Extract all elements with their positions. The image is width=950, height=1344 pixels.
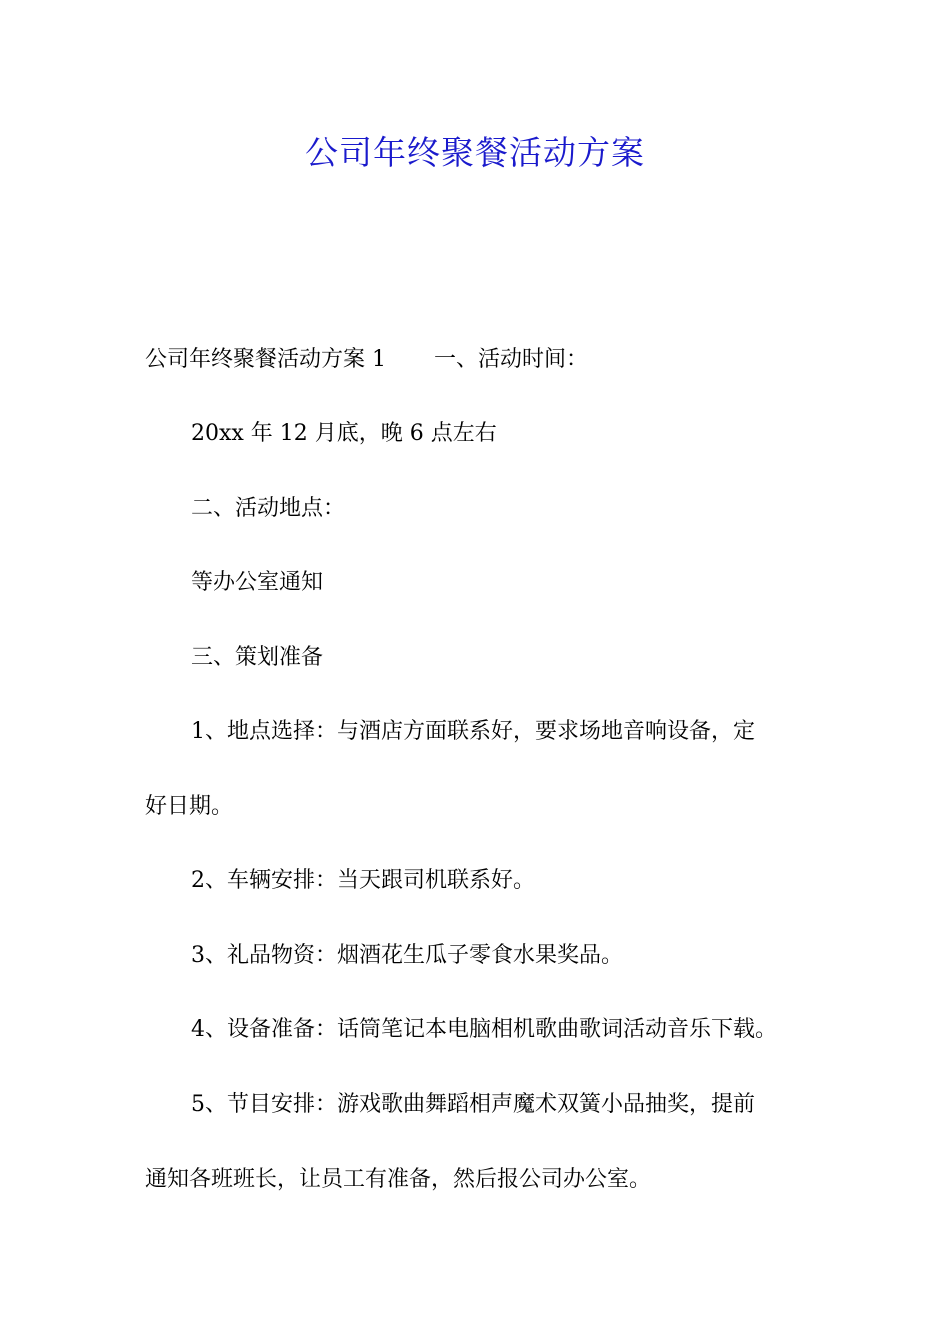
paragraph-line: 20xx 年 12 月底，晚 6 点左右 <box>191 421 497 446</box>
time-heading: 一、活动时间： <box>434 347 589 372</box>
paragraph-line: 3、礼品物资：烟酒花生瓜子零食水果奖品。 <box>191 943 623 968</box>
section-heading <box>145 345 825 375</box>
paragraph-line: 二、活动地点： <box>191 496 346 521</box>
paragraph-line: 1、地点选择：与酒店方面联系好，要求场地音响设备，定 <box>191 719 755 744</box>
document-title: 公司年终聚餐活动方案 <box>305 133 645 172</box>
paragraph-line: 2、车辆安排：当天跟司机联系好。 <box>191 868 535 893</box>
paragraph-line: 等办公室通知 <box>191 570 324 595</box>
plan-heading: 公司年终聚餐活动方案 1 <box>145 347 386 372</box>
paragraph-line: 好日期。 <box>145 794 234 819</box>
paragraph-line: 4、设备准备：话筒笔记本电脑相机歌曲歌词活动音乐下载。 <box>191 1017 777 1042</box>
paragraph-line: 通知各班班长，让员工有准备，然后报公司办公室。 <box>145 1167 652 1192</box>
paragraph-line: 三、策划准备 <box>191 645 324 670</box>
paragraph-line: 5、节目安排：游戏歌曲舞蹈相声魔术双簧小品抽奖，提前 <box>191 1092 755 1117</box>
